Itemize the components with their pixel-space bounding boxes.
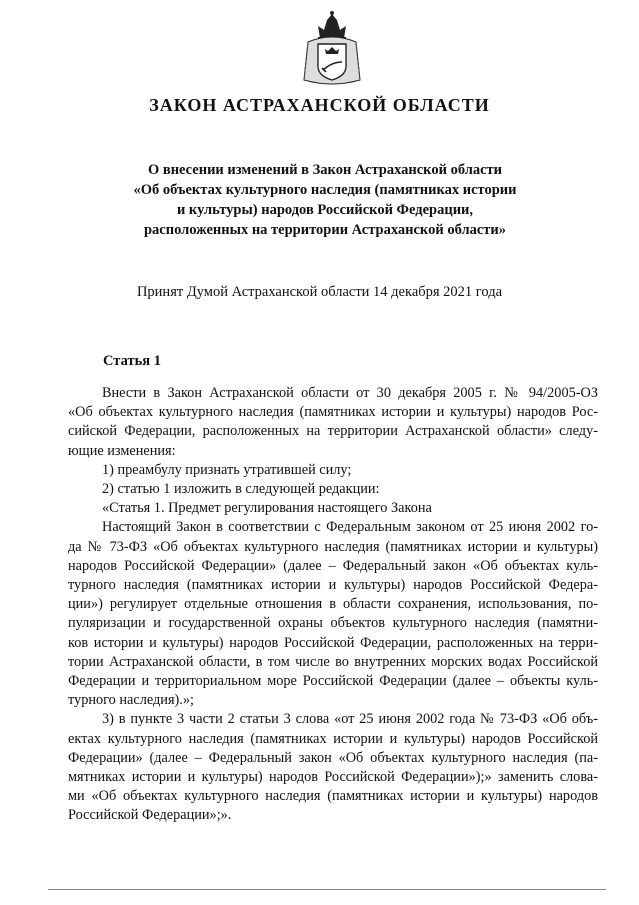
article-heading: Статья 1 <box>103 353 161 369</box>
article-line: Федерации и территориальном море Российской Федерации (далее – объекты куль- <box>68 673 598 690</box>
article-line: «Статья 1. Предмет регулирования настоящего Закона <box>102 500 432 517</box>
article-line: мятниках истории и культуры) народов Российской Федерации»);» заменить слова- <box>68 769 598 786</box>
article-line: «Об объектах культурного наследия (памятниках истории и культуры) народов Рос- <box>68 404 598 421</box>
article-line: ции») регулирует отдельные отношения в области сохранения, использования, по- <box>68 596 598 613</box>
article-line: пуляризации и государственной охраны объектов культурного наследия (памятни- <box>68 615 598 632</box>
article-line: ющие изменения: <box>68 442 176 459</box>
law-subject-line: и культуры) народов Российской Федерации, <box>176 202 474 218</box>
adoption-statement: Принят Думой Астраханской области 14 декабря 2021 года <box>136 284 503 300</box>
coat-of-arms-icon <box>296 10 368 90</box>
article-line: турного наследия (памятниках истории и культуры) народов Российской Федера- <box>68 577 598 594</box>
article-line: тории Астраханской области, в том числе во внутренних морских водах Российской <box>68 653 598 670</box>
law-subject-line: «Об объектах культурного наследия (памятниках истории <box>133 182 517 198</box>
article-line: ми «Об объектах культурного наследия (памятниках истории и культуры) народов <box>68 788 598 805</box>
footer-divider <box>48 889 606 890</box>
law-subject-line: О внесении изменений в Закон Астраханской области <box>147 162 503 178</box>
article-line: сийской Федерации, расположенных на территории Астраханской области» следу- <box>68 423 598 440</box>
law-title: ЗАКОН АСТРАХАНСКОЙ ОБЛАСТИ <box>149 95 490 115</box>
article-line: Российской Федерации»;». <box>68 807 232 824</box>
article-line: 1) преамбулу признать утратившей силу; <box>102 461 352 478</box>
article-body <box>68 384 598 826</box>
article-line: да № 73-ФЗ «Об объектах культурного наследия (памятниках истории и культуры) <box>68 538 598 555</box>
article-line: ков истории и культуры) народов Российской Федерации, расположенных на терри- <box>68 634 598 651</box>
article-line: народов Российской Федерации» (далее – Федеральный закон «Об объектах куль- <box>68 557 598 574</box>
article-line: ектах культурного наследия (памятниках истории и культуры) народов Российской <box>68 730 598 747</box>
law-subject-line: расположенных на территории Астраханской области» <box>143 222 507 238</box>
article-line: 2) статью 1 изложить в следующей редакции: <box>102 481 380 498</box>
article-line: Федерации» (далее – Федеральный закон «Об объектах культурного наследия (па- <box>68 749 598 766</box>
law-subject <box>90 160 560 240</box>
article-line: Настоящий Закон в соответствии с Федеральным законом от 25 июня 2002 го- <box>102 519 598 536</box>
article-line: 3) в пункте 3 части 2 статьи 3 слова «от 25 июня 2002 года № 73-ФЗ «Об объ- <box>102 711 598 728</box>
article-line: турного наследия).»; <box>68 692 194 709</box>
article-line: Внести в Закон Астраханской области от 30 декабря 2005 г. № 94/2005-ОЗ <box>102 385 598 401</box>
